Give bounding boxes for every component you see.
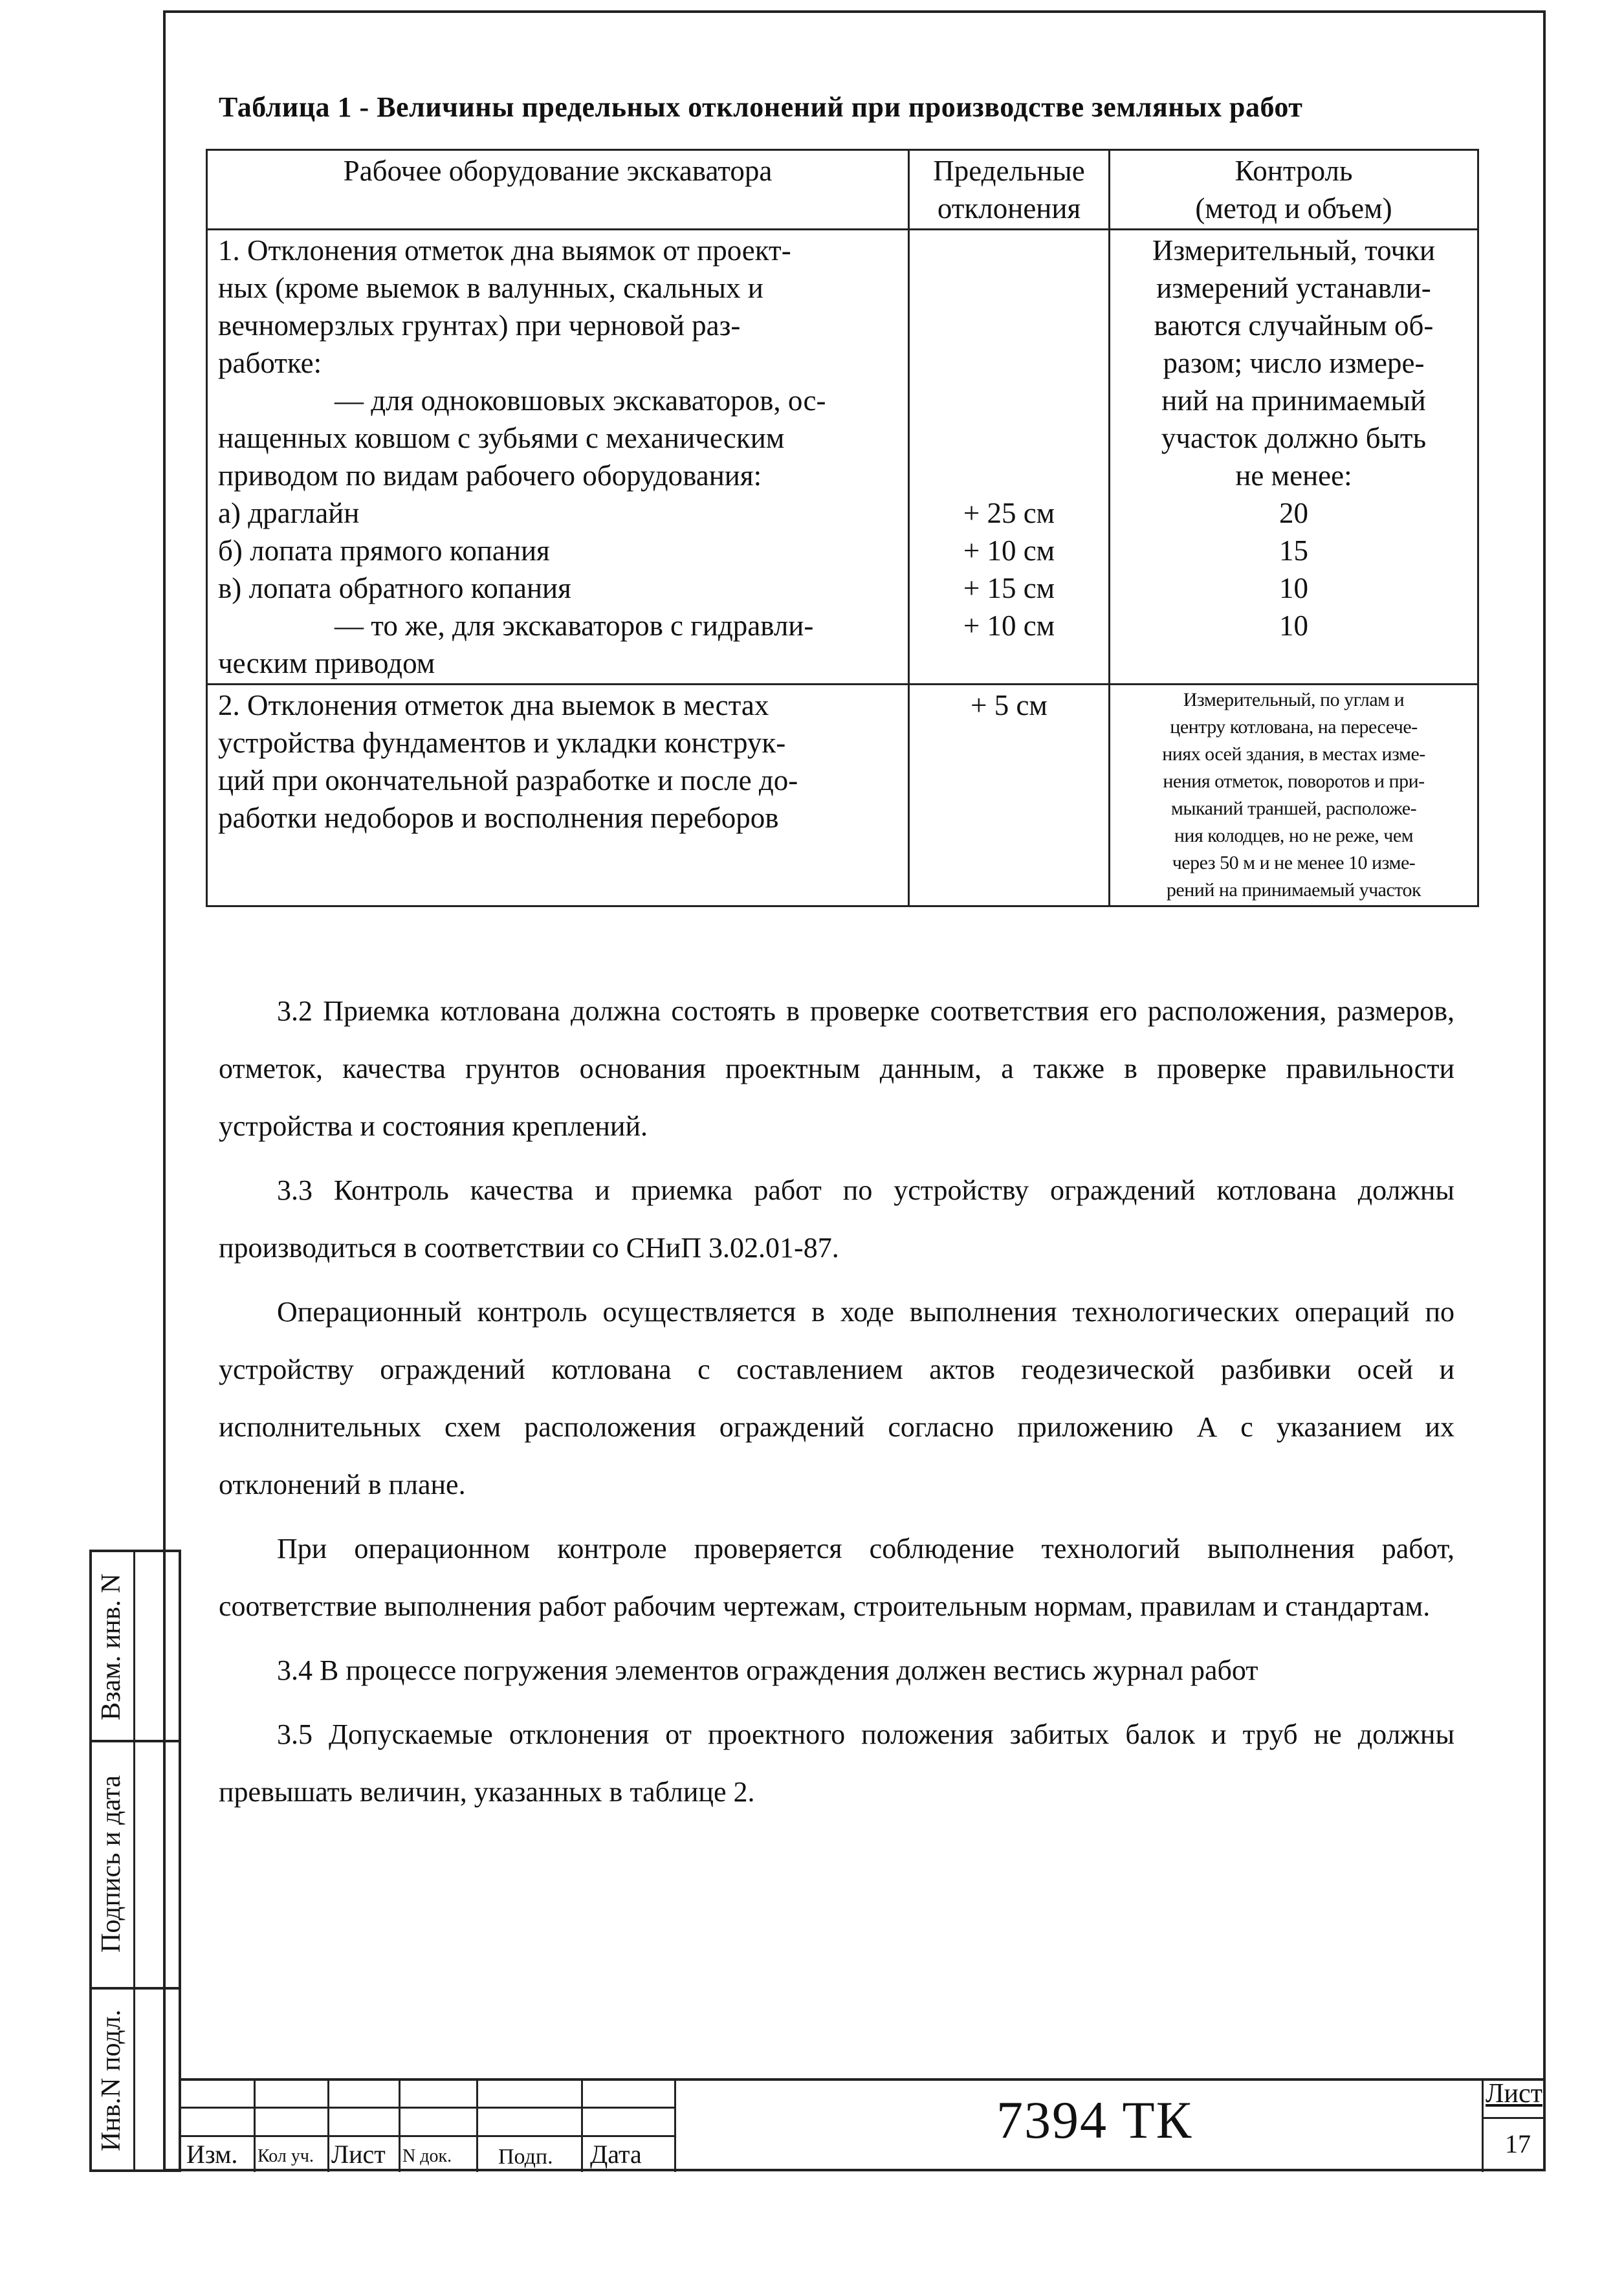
paragraph: 3.4 В процессе погружения элементов ограждения должен вестись журнал работ xyxy=(277,1654,1258,1686)
table-title: Таблица 1 - Величины предельных отклонений при производстве земляных работ xyxy=(219,91,1303,123)
deviation-table xyxy=(206,149,1479,907)
header-equipment: Рабочее оборудование экскаватора xyxy=(207,150,909,230)
sheet-label: Лист xyxy=(1486,2079,1542,2109)
body-text xyxy=(219,982,1454,1827)
margin-strip xyxy=(89,1550,181,2172)
row2-description: 2. Отклонения отметок дна выемок в местах устройства фундаментов и укладки конструк- ций при окончательной разработке и после до- работки недоборов и восполнения переборов xyxy=(207,685,909,906)
stamp-izm: Изм. xyxy=(186,2140,238,2169)
table-row xyxy=(207,685,1478,906)
stamp-data: Дата xyxy=(590,2140,642,2169)
label-podpis-data: Подпись и дата xyxy=(96,1775,126,1953)
row1-deviations: + 25 см + 10 см + 15 см + 10 см xyxy=(909,230,1110,685)
stamp-kol-uch: Кол уч. xyxy=(258,2146,314,2166)
header-deviation: Предельные отклонения xyxy=(909,150,1110,230)
stamp-list: Лист xyxy=(331,2140,386,2169)
paragraph: 3.5 Допускаемые отклонения от проектного положения забитых балок и труб не должны превышать величин, указанных в таблице 2. xyxy=(219,1718,1454,1808)
row2-control: Измерительный, по углам и центру котлована, на пересече- ниях осей здания, в местах изме- нения отметок, поворотов и при- мыканий траншей, расположе- ния колодцев, но не реже, чем через 50 м и не менее 10 изме- рений на принимаемый участок xyxy=(1110,685,1478,906)
label-vzam-inv: Взам. инв. N xyxy=(96,1574,126,1721)
table-row xyxy=(207,230,1478,685)
paragraph: 3.3 Контроль качества и приемка работ по устройству ограждений котлована должны производиться в соответствии со СНиП 3.02.01-87. xyxy=(219,1174,1454,1264)
table-header-row xyxy=(207,150,1478,230)
label-inv-podl: Инв.N подл. xyxy=(96,2009,126,2151)
sheet-number: 17 xyxy=(1505,2129,1531,2158)
stamp-podp: Подп. xyxy=(498,2145,553,2169)
paragraph: Операционный контроль осуществляется в ходе выполнения технологических операций по устройству ограждений котлована с составлением актов геодезической разбивки осей и исполнительных схем расположения ограждений согласно приложению А с указанием их отклонений в плане. xyxy=(219,1296,1454,1500)
paragraph: 3.2 Приемка котлована должна состоять в проверке соответствия его расположения, размеров, отметок, качества грунтов основания проектным данным, а также в проверке правильности устройства и состояния креплений. xyxy=(219,995,1454,1142)
paragraph: При операционном контроле проверяется соблюдение технологий выполнения работ, соответствие выполнения работ рабочим чертежам, строительным нормам, правилам и стандартам. xyxy=(219,1533,1454,1622)
row1-control: Измерительный, точки измерений устанавли- ваются случайным об- разом; число измере- ний на принимаемый участок должно быть не менее: 20 15 10 10 xyxy=(1110,230,1478,685)
title-block xyxy=(181,2078,1546,2172)
document-code: 7394 ТК xyxy=(996,2090,1193,2149)
stamp-n-dok: N док. xyxy=(402,2146,452,2166)
header-control: Контроль (метод и объем) xyxy=(1110,150,1478,230)
row1-description: 1. Отклонения отметок дна выямок от проект- ных (кроме выемок в валунных, скальных и вечномерзлых грунтах) при черновой раз- работке: — для одноковшовых экскаваторов, ос- нащенных ковшом с зубьями с механическим приводом по видам рабочего оборудования: а) драглайн б) лопата прямого копания в) лопата обратного копания — то же, для экскаваторов с гидравли- ческим приводом xyxy=(207,230,909,685)
row2-deviation: + 5 см xyxy=(909,685,1110,906)
